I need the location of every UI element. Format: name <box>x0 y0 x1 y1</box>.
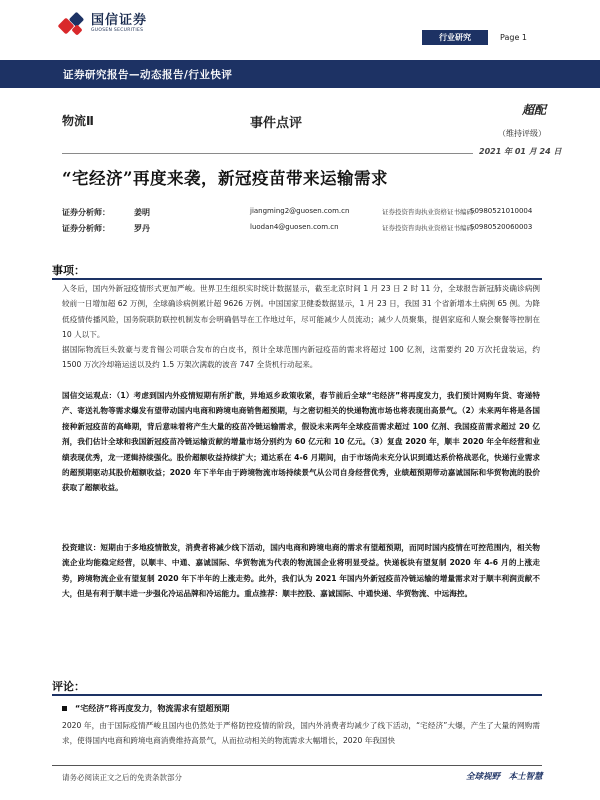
events-paragraph-3: 国信交运观点：（1）考虑到国内外疫情短期有所扩散，异地返乡政策收紧，春节前后全球“宅经济”将再度发力，我们预计网购年货、寄递特产、寄送礼物等需求爆发有望带动国内电商和跨境电商销售超预期，与之密切相关的快递物流市场也将表现出高景气。（2）未来两年将是各国接种新冠疫苗的高峰期，背后意味着将产生大量的疫苗冷链运输需求，假设未来两年全球疫苗需求超过 100 亿剂、我国疫苗需求超过 20 亿剂，我们估计全球和我国新冠疫苗冷链运输贡献的增量市场分别约为 60 亿元和 10 亿元。（3）复盘 2020 年，顺丰 2020 年全年经营和业绩表现优秀，龙一逻辑持续强化。股价超额收益持续扩大；通达系在 4-6 月期间，由于市场尚未充分认识到通达系价格战恶化，快递行业需求的超预期驱动其股价超额收益；2020 年下半年由于跨境物流市场持续景气从公司自身经营优秀，业绩超预期带动嘉诚国际和华贸物流的股价获取了超额收益。 <box>62 391 540 493</box>
analyst-name: 罗丹 <box>134 224 150 233</box>
brand-name: 国信证券 <box>91 13 148 28</box>
rating-note: （维持评级） <box>498 129 546 138</box>
analyst-label: 证券分析师： <box>62 208 110 217</box>
analyst-row <box>62 223 542 239</box>
bullet-text: “宅经济”将再度发力，物流需求有望超预期 <box>75 704 230 713</box>
footer-divider <box>52 765 542 766</box>
banner-title: 证券研究报告—动态报告/行业快评 <box>63 69 233 81</box>
analyst-row <box>62 207 542 223</box>
comment-bullet <box>62 703 230 714</box>
footer-slogan: 全球视野 本土智慧 <box>466 772 543 782</box>
divider <box>62 153 542 154</box>
cert-code: S0980520060003 <box>470 223 533 231</box>
events-paragraph-1: 入冬后，国内外新冠疫情形式更加严峻。世界卫生组织实时统计数据显示，截至北京时间 1 月 23 日 2 时 11 分，全球报告新冠肺炎确诊病例较前一日增加超 62 万例，全球确诊病例累计超 9626 万例。中国国家卫健委数据显示，1 月 23 日，我国 31 个省新增本土病例 65 例。为降低疫情传播风险，国务院联防联控机制发布会明确倡导在工作地过年，尽可能减少人员流动；减少人员聚集，提倡家庭和人聚会聚餐等控制在 10 人以下。 <box>62 284 540 340</box>
guosen-logo <box>60 12 147 36</box>
comments-paragraph-1: 2020 年，由于国际疫情严峻且国内也仍然处于严格防控疫情的阶段，国内外消费者均减少了线下活动，“宅经济”大爆，产生了大量的网购需求，使得国内电商和跨境电商消费维持高景气，从而拉动相关的物流需求大幅增长，2020 年我国快 <box>62 721 540 746</box>
analyst-list <box>62 207 542 239</box>
analyst-email[interactable]: luodan4@guosen.com.cn <box>250 223 339 231</box>
brand-name-en: GUOSEN SECURITIES <box>91 28 144 33</box>
footer-disclaimer: 请务必阅读正文之后的免责条款部分 <box>62 773 182 782</box>
analyst-label: 证券分析师： <box>62 224 110 233</box>
section-divider <box>52 278 542 280</box>
rating: 超配 <box>522 103 547 117</box>
industry-label: 物流Ⅱ <box>62 114 94 128</box>
section-divider <box>52 694 542 696</box>
analyst-name: 姜明 <box>134 208 150 217</box>
cert-code: S0980521010004 <box>470 207 533 215</box>
square-bullet-icon <box>62 706 67 711</box>
report-banner <box>0 60 600 88</box>
report-type: 事件点评 <box>250 116 303 131</box>
cert-label: 证券投资咨询执业资格证书编码： <box>382 224 480 232</box>
report-headline: “宅经济”再度来袭，新冠疫苗带来运输需求 <box>62 169 388 188</box>
logo-mark-icon <box>60 12 86 36</box>
analyst-email[interactable]: jiangming2@guosen.com.cn <box>250 207 350 215</box>
report-date: 2021 年 01 月 24 日 <box>473 146 561 157</box>
cert-label: 证券投资咨询执业资格证书编码： <box>382 208 480 216</box>
events-paragraph-2: 据国际物流巨头敦豪与麦肯锡公司联合发布的白皮书，预计全球范围内新冠疫苗的需求将超过 100 亿剂，这需要约 20 万次托盘装运，约 1500 万次冷却箱运送以及约 1.5 万架次满载的波音 747 全货机行动起来。 <box>62 345 540 370</box>
events-heading: 事项： <box>52 264 85 277</box>
page-number: Page 1 <box>500 33 527 42</box>
comments-heading: 评论： <box>52 680 85 693</box>
investment-advice: 投资建议：短期由于多地疫情散发，消费者将减少线下活动，国内电商和跨境电商的需求有望超预期，而同时国内疫情在可控范围内，相关物流企业均能稳定经营，以顺丰、中通、嘉诚国际、华贸物流为代表的物流国企业将明显受益。快递板块有望复制 2020 年 4-6 月的上涨走势，跨境物流企业有望复制 2020 年下半年的上涨走势。此外，我们认为 2021 年国内外新冠疫苗冷链运输的增量需求对于顺丰利润贡献不大，但是有利于顺丰进一步强化冷运品牌和冷运能力。重点推荐：顺丰控股、嘉诚国际、中通快递、华贸物流、中远海控。 <box>62 543 540 599</box>
report-category-tag: 行业研究 <box>422 30 488 45</box>
